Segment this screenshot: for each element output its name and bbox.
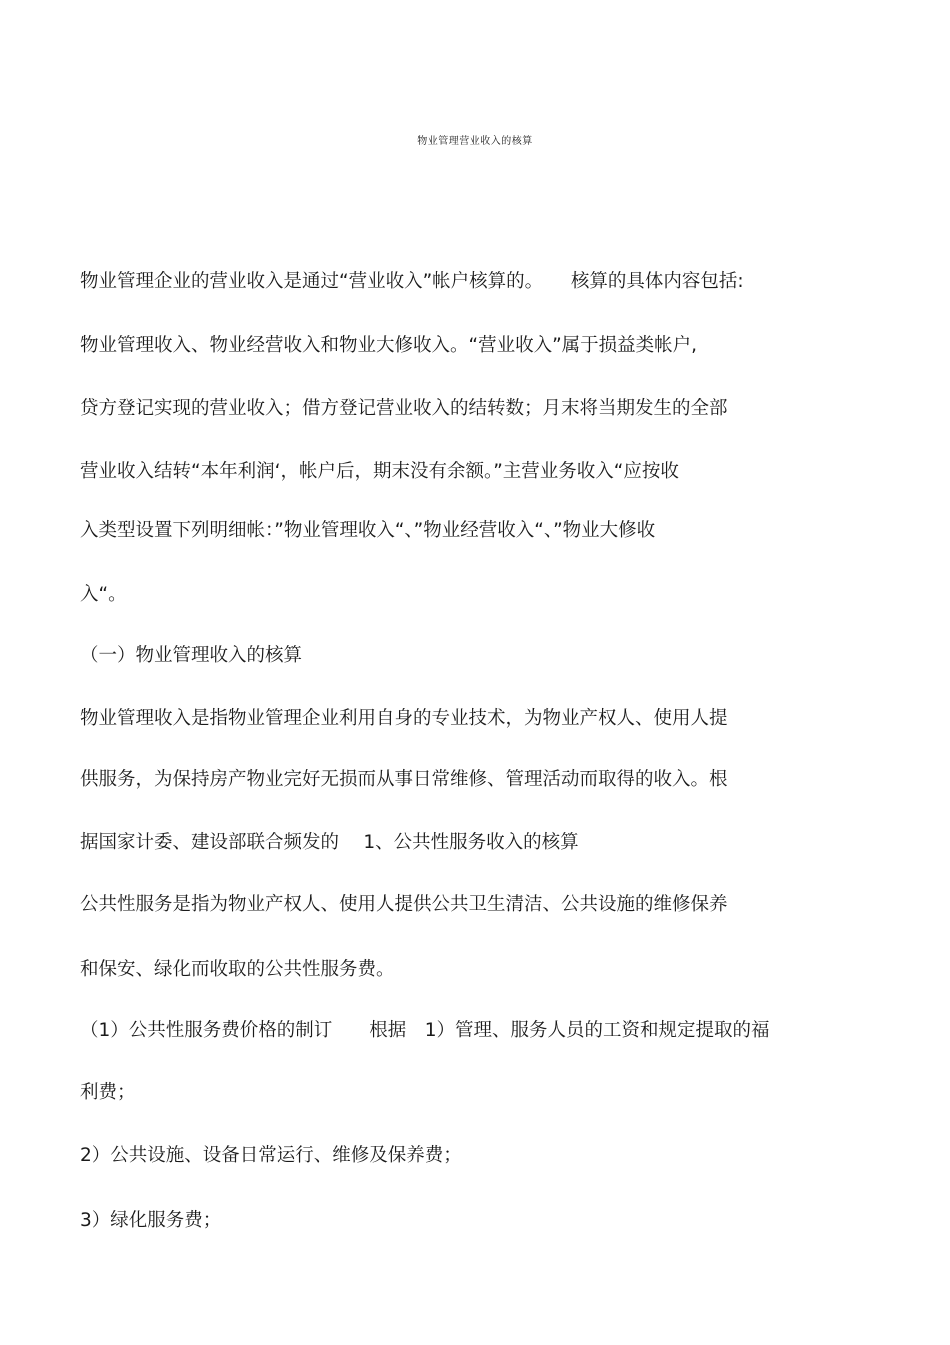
paragraph-line: 物业管理收入是指物业管理企业利用自身的专业技术，为物业产权人、使用人提 [80, 708, 728, 729]
section-heading: （一）物业管理收入的核算 [80, 645, 303, 666]
paragraph-line: 公共性服务是指为物业产权人、使用人提供公共卫生清洁、公共设施的维修保养 [80, 894, 728, 915]
paragraph-line: 入类型设置下列明细帐：”物业管理收入“、”物业经营收入“、”物业大修收 [80, 520, 656, 541]
paragraph-line: 物业管理收入、物业经营收入和物业大修收入。“营业收入”属于损益类帐户, [80, 335, 698, 356]
paragraph-line: 和保安、绿化而收取的公共性服务费。 [80, 959, 395, 980]
list-item: 3）绿化服务费； [80, 1210, 222, 1231]
paragraph-line: 贷方登记实现的营业收入；借方登记营业收入的结转数；月末将当期发生的全部 [80, 398, 728, 419]
paragraph-line: 营业收入结转“本年利润‘，帐户后，期末没有余额。”主营业务收入“应按收 [80, 461, 679, 482]
document-title: 物业管理营业收入的核算 [417, 136, 533, 147]
paragraph-line: 供服务，为保持房产物业完好无损而从事日常维修、管理活动而取得的收入。根 [80, 769, 728, 790]
paragraph-line: 物业管理企业的营业收入是通过“营业收入”帐户核算的。 核算的具体内容包括: [80, 271, 744, 292]
paragraph-line: 入“。 [80, 584, 127, 605]
paragraph-line: 利费； [80, 1082, 136, 1103]
list-item: 2）公共设施、设备日常运行、维修及保养费； [80, 1145, 462, 1166]
paragraph-line: 据国家计委、建设部联合频发的 1、公共性服务收入的核算 [80, 832, 579, 853]
paragraph-line: （1）公共性服务费价格的制订 根据 1）管理、服务人员的工资和规定提取的福 [80, 1020, 770, 1041]
